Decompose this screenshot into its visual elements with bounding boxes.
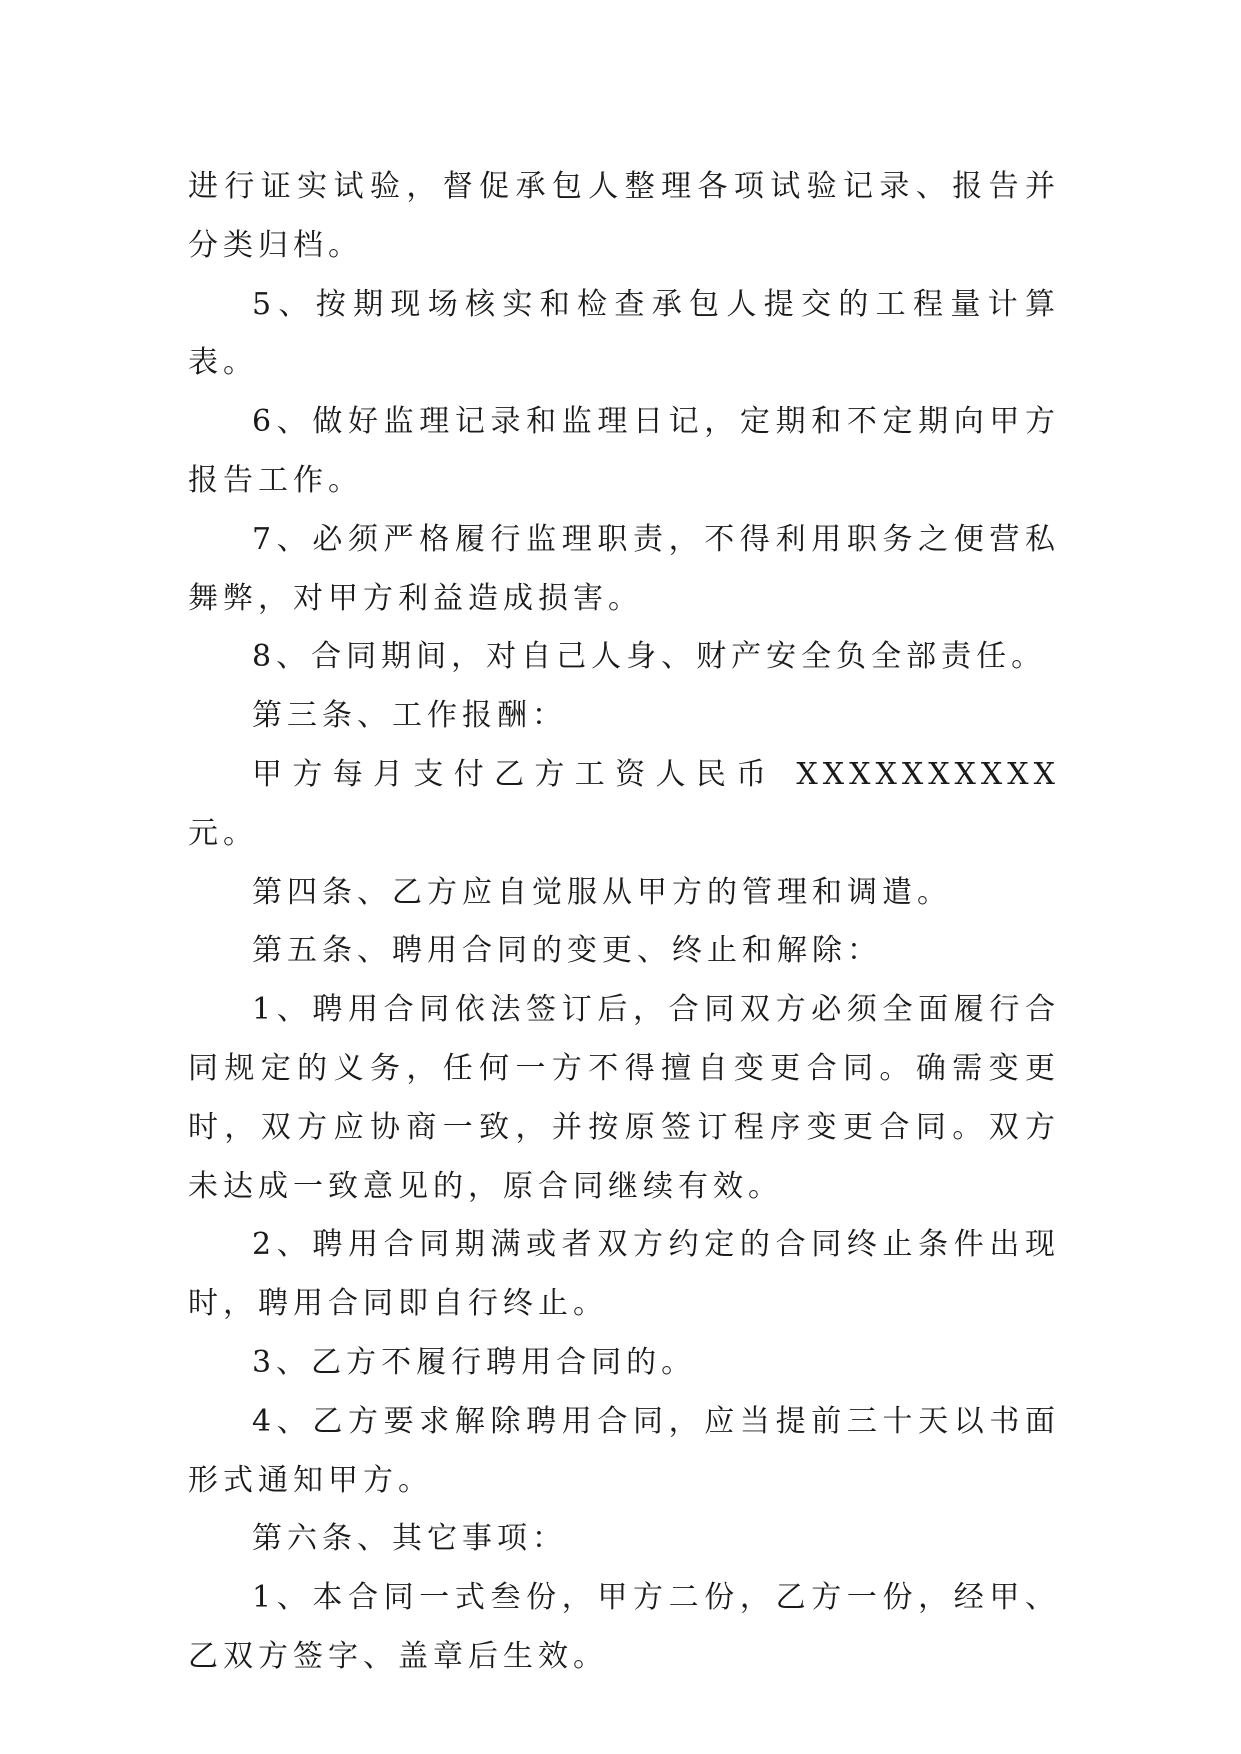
paragraph-2: 5、按期现场核实和检查承包人提交的工程量计算表。 [188,286,1060,381]
paragraph-3: 6、做好监理记录和监理日记，定期和不定期向甲方报告工作。 [188,404,1060,498]
section-heading-4: 第四条、乙方应自觉服从甲方的管理和调遣。 [252,874,952,910]
document-body [188,158,1060,1687]
section-heading-3: 第三条、工作报酬： [252,698,567,734]
paragraph-4: 7、必须严格履行监理职责，不得利用职务之便营私舞弊，对甲方利益造成损害。 [188,521,1060,616]
paragraph-6-1: 1、本合同一式叁份，甲方二份，乙方一份，经甲、乙双方签字、盖章后生效。 [188,1580,1060,1674]
paragraph-1: 进行证实试验，督促承包人整理各项试验记录、报告并分类归档。 [188,169,1060,263]
section-heading-6: 第六条、其它事项： [252,1521,567,1557]
paragraph-5-3: 3、乙方不履行聘用合同的。 [252,1344,697,1380]
paragraph-5-4: 4、乙方要求解除聘用合同，应当提前三十天以书面形式通知甲方。 [188,1403,1060,1498]
paragraph-5: 8、合同期间，对自己人身、财产安全负全部责任。 [252,639,1047,675]
paragraph-salary: 甲方每月支付乙方工资人民币 XXXXXXXXXX 元。 [188,756,1060,851]
paragraph-5-1: 1、聘用合同依法签订后，合同双方必须全面履行合同规定的义务，任何一方不得擅自变更合同。确需变更时，双方应协商一致，并按原签订程序变更合同。双方未达成一致意见的，原合同继续有效。 [188,992,1060,1204]
section-heading-5: 第五条、聘用合同的变更、终止和解除： [252,933,882,969]
paragraph-5-2: 2、聘用合同期满或者双方约定的合同终止条件出现时，聘用合同即自行终止。 [188,1227,1060,1322]
